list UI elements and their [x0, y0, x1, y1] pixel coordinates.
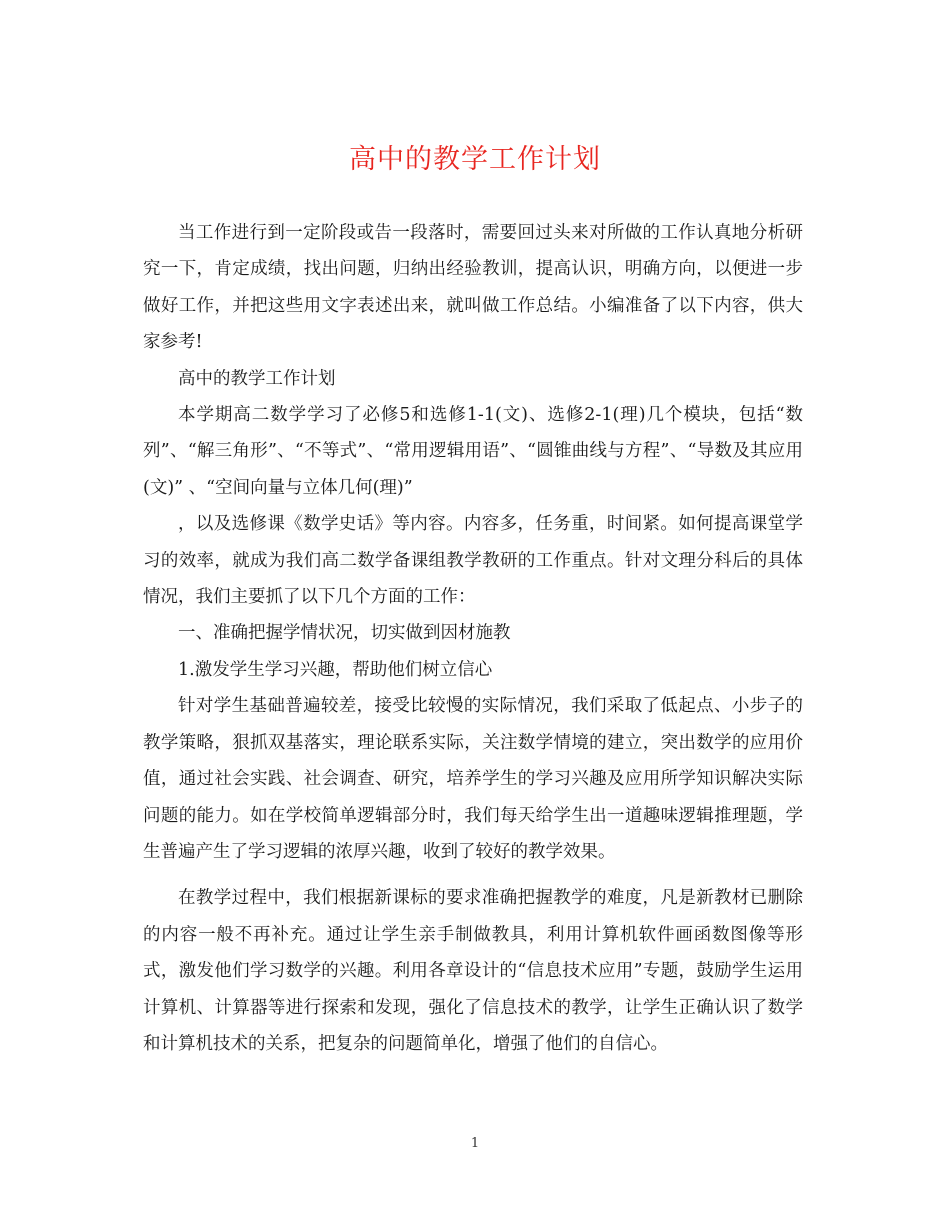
section-heading-1: 一、准确把握学情状况，切实做到因材施教: [178, 623, 511, 644]
document-body: [143, 215, 803, 1062]
paragraph-teaching-process: 在教学过程中，我们根据新课标的要求准确把握教学的难度，凡是新教材已删除的内容一般不再补充。通过让学生亲手制做教具，利用计算机软件画函数图像等形式，激发他们学习数学的兴趣。利用各章设计的“信息技术应用”专题，鼓励学生运用计算机、计算器等进行探索和发现，强化了信息技术的教学，让学生正确认识了数学和计算机技术的关系，把复杂的问题简单化，增强了他们的自信心。: [143, 888, 803, 1054]
paragraph-workload: ，以及选修课《数学史话》等内容。内容多，任务重，时间紧。如何提高课堂学习的效率，就成为我们高二数学备课组教学教研的工作重点。针对文理分科后的具体情况，我们主要抓了以下几个方面的工作：: [143, 514, 803, 608]
intro-paragraph: 当工作进行到一定阶段或告一段落时，需要回过头来对所做的工作认真地分析研究一下，肯定成绩，找出问题，归纳出经验教训，提高认识，明确方向，以便进一步做好工作，并把这些用文字表述出来，就叫做工作总结。小编准备了以下内容，供大家参考!: [143, 223, 803, 353]
paragraph-modules: 本学期高二数学学习了必修5和选修1-1(文)、选修2-1(理)几个模块，包括“数列”、“解三角形”、“不等式”、“常用逻辑用语”、“圆锥曲线与方程”、“导数及其应用(文)” 、“空间向量与立体几何(理)”: [143, 405, 803, 498]
paragraph-strategy: 针对学生基础普遍较差，接受比较慢的实际情况，我们采取了低起点、小步子的教学策略，狠抓双基落实，理论联系实际，关注数学情境的建立，突出数学的应用价值，通过社会实践、社会调查、研究，培养学生的学习兴趣及应用所学知识解决实际问题的能力。如在学校简单逻辑部分时，我们每天给学生出一道趣味逻辑推理题，学生普遍产生了学习逻辑的浓厚兴趣，收到了较好的教学效果。: [143, 696, 803, 862]
subsection-heading-1-1: 1.激发学生学习兴趣，帮助他们树立信心: [178, 659, 493, 680]
document-title: 高中的教学工作计划: [349, 144, 601, 175]
page-number: 1: [470, 1136, 480, 1151]
subheading-plan: 高中的教学工作计划: [178, 368, 336, 389]
